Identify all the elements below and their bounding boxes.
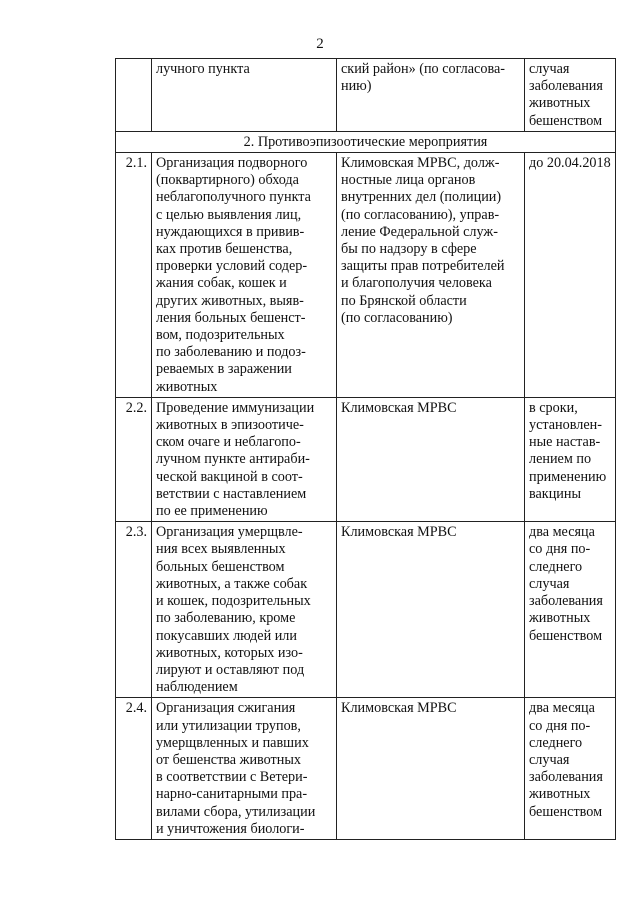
event-cell-line: нарно-санитарными пра- [156,786,308,803]
executor-cell-line: бы по надзору в сфере [341,241,477,258]
event-cell-line: неблагополучного пункта [156,189,311,206]
event-cell-line: вом, подозрительных [156,327,285,344]
event-cell-line: Организация подворного [156,155,308,172]
event-cell-line: Организация умерщвле- [156,524,303,541]
measures-table-body [116,59,616,840]
deadline-cell-line: со дня по- [529,541,591,558]
event-cell-line: по заболеванию и подоз- [156,344,306,361]
executor-cell-line: защиты прав потребителей [341,258,505,275]
event-cell [152,59,337,132]
event-cell-line: ках против бешенства, [156,241,293,258]
executor-cell-line: по Брянской области [341,292,467,309]
executor-cell-line: Климовская МРВС, долж- [341,155,500,172]
deadline-cell-line: бешенством [529,112,603,129]
deadline-cell-line: два месяца [529,524,595,541]
deadline-cell-line: животных [529,95,591,112]
deadline-cell-line: со дня по- [529,717,591,734]
event-cell-line: от бешенства животных [156,751,301,768]
event-cell-line: лучного пункта [156,61,250,77]
event-cell-line: с целью выявления лиц, [156,206,302,223]
executor-cell-line: (по согласованию), управ- [341,206,500,223]
executor-cell [337,397,525,521]
event-cell-line: реваемых в заражении [156,361,292,378]
event-cell [152,397,337,521]
executor-cell [337,59,525,132]
deadline-cell [525,59,616,132]
event-cell-line: в соответствии с Ветери- [156,769,308,786]
event-cell-line: (поквартирного) обхода [156,172,299,189]
section-row [116,131,616,152]
deadline-cell-line: животных [529,610,591,627]
continuation-row [116,59,616,132]
executor-cell-line: ский район» (по согласова- [341,61,505,77]
deadline-cell [525,522,616,698]
deadline-cell-line: заболевания [529,593,603,610]
event-cell-line: по заболеванию, кроме [156,610,296,627]
event-cell [152,153,337,398]
deadline-cell-line: случая [529,61,570,77]
event-cell-line: больных бешенством [156,558,285,575]
executor-cell-line: и благополучия человека [341,275,492,292]
event-cell-line: ском очаге и неблагопо- [156,434,301,451]
event-cell-line: проверки условий содер- [156,258,308,275]
event-cell-line: ческой вакциной в соот- [156,468,303,485]
row-number [116,59,152,132]
deadline-cell [525,698,616,840]
deadline-cell-line: следнего [529,734,583,751]
deadline-cell-line: до 20.04.2018 [529,155,611,172]
executor-cell [337,698,525,840]
deadline-cell-line: ные настав- [529,434,601,451]
row-number: 2.2. [116,397,152,521]
event-cell-line: по ее применению [156,503,268,520]
deadline-cell-line: два месяца [529,700,595,717]
deadline-cell-line: заболевания [529,78,603,95]
executor-cell [337,153,525,398]
event-cell-line: умерщвленных и павших [156,734,309,751]
executor-cell-line: (по согласованию) [341,309,453,326]
row-number: 2.1. [116,153,152,398]
event-cell [152,698,337,840]
event-cell-line: наблюдением [156,679,238,696]
row-number: 2.3. [116,522,152,698]
deadline-cell-line: лением по [529,451,592,468]
deadline-cell-line: случая [529,751,570,768]
event-cell-line: покусавших людей или [156,627,297,644]
event-cell-line: животных в эпизоотиче- [156,417,304,434]
event-cell-line: лучном пункте антираби- [156,451,310,468]
page-number: 2 [316,36,324,52]
executor-cell-line: нию) [341,78,372,95]
table-row [116,522,616,698]
event-cell [152,522,337,698]
section-header: 2. Противоэпизоотические мероприятия [116,131,616,152]
deadline-cell-line: установлен- [529,417,602,434]
event-cell-line: и кошек, подозрительных [156,593,311,610]
deadline-cell-line: применению [529,468,607,485]
event-cell-line: животных, которых изо- [156,644,303,661]
event-cell-line: ния всех выявленных [156,541,286,558]
event-cell-line: и уничтожения биологи- [156,820,305,837]
deadline-cell-line: животных [529,786,591,803]
event-cell-line: других животных, выяв- [156,292,304,309]
deadline-cell-line: следнего [529,558,583,575]
event-cell-line: лируют и оставляют под [156,661,305,678]
executor-cell-line: внутренних дел (полиции) [341,189,502,206]
deadline-cell-line: случая [529,575,570,592]
executor-cell-line: ление Федеральной служ- [341,223,498,240]
event-cell-line: Организация сжигания [156,700,296,717]
executor-cell-line: Климовская МРВС [341,524,457,541]
event-cell-line: ветствии с наставлением [156,485,307,502]
event-cell-line: или утилизации трупов, [156,717,301,734]
deadline-cell-line: бешенством [529,803,603,820]
event-cell-line: Проведение иммунизации [156,399,315,416]
event-cell-line: жания собак, кошек и [156,275,287,292]
event-cell-line: животных, а также собак [156,575,308,592]
measures-table [115,58,616,840]
event-cell-line: вилами сбора, утилизации [156,803,316,820]
deadline-cell [525,153,616,398]
table-row [116,153,616,398]
executor-cell [337,522,525,698]
row-number: 2.4. [116,698,152,840]
deadline-cell-line: вакцины [529,485,582,502]
executor-cell-line: Климовская МРВС [341,700,457,717]
event-cell-line: нуждающихся в привив- [156,223,305,240]
table-row [116,698,616,840]
deadline-cell-line: в сроки, [529,399,578,416]
deadline-cell-line: бешенством [529,627,603,644]
executor-cell-line: ностные лица органов [341,172,476,189]
table-row [116,397,616,521]
deadline-cell [525,397,616,521]
event-cell-line: животных [156,378,218,395]
deadline-cell-line: заболевания [529,769,603,786]
executor-cell-line: Климовская МРВС [341,399,457,416]
event-cell-line: ления больных бешенст- [156,309,306,326]
